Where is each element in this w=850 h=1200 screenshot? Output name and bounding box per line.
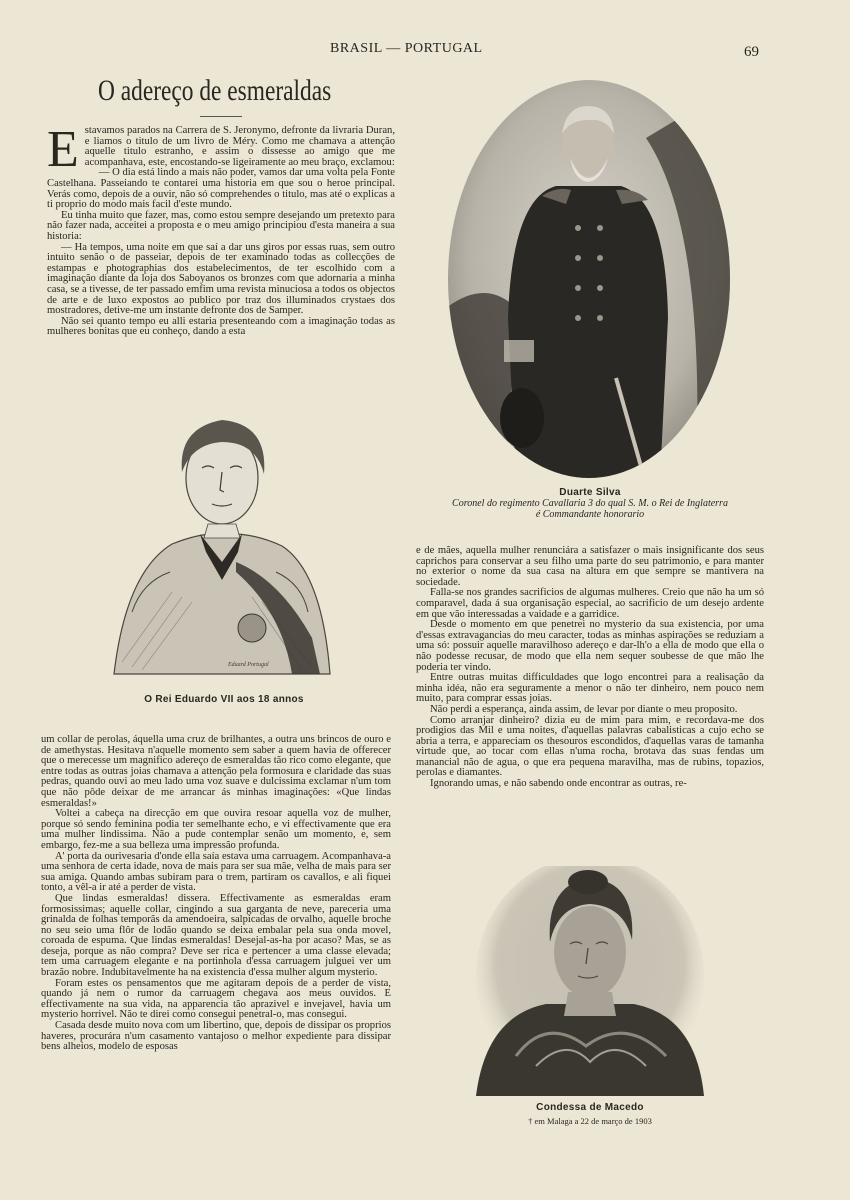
caption-subtitle: é Commandante honorario [535,509,645,520]
paragraph: Ignorando umas, e não sabendo onde encontrar as outras, re- [430,778,687,790]
paragraph: Entre outras muitas difficuldades que logo encontrei para a realisação da minha idéa, não era seguramente a menor o não ter dinheiro, nem pouco nem muito, para comprar essas joias. [416,672,764,705]
first-paragraph-text: stavamos parados na Carrera de S. Jeronymo, defronte da livraria Duran, e liamos o titulo de um livro de Méry. Como me chamava a attenção aquelle titulo estranho, e assim o dissesse ao amigo que me acompanhava, este, encostando-se ligeiramente ao meu braço, exclamou: [84,125,395,168]
paragraph: Voltei a cabeça na direcção em que ouvira resoar aquella voz de mulher, porque só sendo feminina podia ter semelhante echo, e vi effectivamente que era uma mulher lindissima. Não a pude contemplar senão um momento, e, sem embargo, fez-me a sua belleza uma impressão profunda. [41,808,391,851]
column-1-bottom [41,735,391,1053]
portrait-rei-eduardo [112,412,332,676]
column-2 [416,546,764,790]
paragraph: um collar de perolas, áquella uma cruz de brilhantes, a outra uns brincos de ouro e de amethystas. Hesitava n'aquelle momento sem saber a quem havia de offerecer que o merecesse um magnifico adereço de esmeraldas tão rico como elegante, que entre todas as outras joias chamava a attenção pela formosura e claridade das suas pedras, quando ouvi ao meu lado uma voz suave e dulcissima exclamar n'um tom que não pôde deixar de me arrancar ás minhas imaginações: «Que lindas esmeraldas!» [41,734,391,809]
paragraph: — O dia está lindo a mais não poder, vamos dar uma volta pela Fonte Castelhana. Passeiando te contarei uma historia em que sou o heroe principal. Verás como, depois de a ouvir, não só comprehendes o titulo, mas até o explicas a ti proprio do modo mais facil d'este mundo. [47,167,395,211]
caption-subtitle: Coronel do regimento Cavallaria 3 do qual S. M. o Rei de Inglaterra [452,498,728,509]
article-title: O adereço de esmeraldas [98,74,332,107]
caption-name: Condessa de Macedo [536,1102,644,1113]
caption-rei-eduardo [80,694,368,705]
paragraph: Casada desde muito nova com um libertino, que, depois de dissipar os proprios haveres, procurára n'um casamento vantajoso o melhor expediente para dissipar bens alheios, modelo de esposas [41,1020,391,1053]
drop-cap: E [47,121,79,178]
paragraph: — Ha tempos, uma noite em que saí a dar uns giros por essas ruas, sem outro intuito senão o de passeiar, depois de ter examinado todas as collecções de estampas e photographias dos estabelecimentos, de ter escolhido com a imaginação diante da loja dos Saboyanos os bronzes com que adornaria a minha casa, se a tivesse, de ter passado emfim uma revista minuciosa a todos os objectos de arte e de luxo expostos ao publico por traz dos illuminados crystaes dos mostradores, detive-me um instante defronte dos de Samper. [47,241,395,317]
engraver-signature: Eduard Portugal [228,662,269,668]
paragraph: Eu tinha muito que fazer, mas, como estou sempre desejando um pretexto para não fazer nada, acceitei a proposta e o meu amigo principiou d'esta maneira a sua historia: [47,209,395,242]
paragraph: Desde o momento em que penetrei no mysterio da sua existencia, por uma d'essas extravagancias do meu caracter, todas as minhas aspirações se reduziam a uma só: possuir aquelle maravilhoso adereço e dar-lh'o a ella de modo que ella o não podesse recusar, de modo que ella nem sequer soubesse de que mão lhe poderia ter vindo. [416,619,764,673]
caption-condessa-de-macedo [440,1102,740,1127]
paragraph: e de mães, aquella mulher renunciára a satisfazer o mais insignificante dos seus caprichos para conservar a seu filho uma parte do seu patrimonio, e para manter no exterior o nome da sua casa na altura em que sempre se mantivera na sociedade. [416,545,764,588]
caption-name: O Rei Eduardo VII aos 18 annos [144,694,304,705]
paragraph: Que lindas esmeraldas! dissera. Effectivamente as esmeraldas eram formosissimas; aquelle collar, cingindo a sua garganta de neve, pareceria uma grinalda de folhas temporãs da amendoeira, salpicadas de orvalho, aquelle broche no seu seio uma flôr de lodão quando se deixa embalar pela sua onda movel, coroada de espuma. Que lindas esmeraldas! Desejal-as-ha por acaso? Mas, se as deseja, porque as não compra? Deve ser rica e pertencer a uma classe elevada; tem uma carruagem elegante e na portinhola d'essa carruagem julguei ver um brazão nobre. Indubitavelmente ha na existencia d'essa mulher algum mysterio. [41,892,391,979]
paragraph: A' porta da ourivesaria d'onde ella saía estava uma carruagem. Acompanhava-a uma senhora de certa idade, nova de mais para ser sua mãe, velha de mais para ser sua amiga. Quando ambas subiram para o trem, partiram os cavallos, e ali fiquei tonto, a vêl-a ir até a perder de vista. [41,850,391,894]
paragraph [47,121,395,178]
paragraph: Foram estes os pensamentos que me agitaram depois de a perder de vista, quando já nem o rumor da carruagem chegava aos meus ouvidos. E effectivamente na sua vida, na apparencia tão aprazivel e invejavel, havia um mysterio horrivel. Não te direi como consegui penetral-o, mas consegui. [41,977,391,1021]
paragraph: Falla-se nos grandes sacrificios de algumas mulheres. Creio que não ha um só comparavel, dada á sua organisação especial, ao sacrificio de um desejo ardente em que vão interessadas a vaidade e a garridice. [416,587,764,620]
column-1-top [47,121,395,338]
paragraph: Não sei quanto tempo eu alli estaria presenteando com a imaginação todas as mulheres bonitas que eu conheço, dando a esta [47,315,395,338]
caption-subtitle: † em Malaga a 22 de março de 1903 [528,1116,652,1126]
paragraph: Não perdi a esperança, ainda assim, de levar por diante o meu proposito. [430,703,738,715]
caption-duarte-silva [420,487,760,520]
portrait-condessa-de-macedo [476,866,704,1096]
running-title: BRASIL — PORTUGAL [330,41,483,56]
paragraph: Como arranjar dinheiro? dizia eu de mim para mim, e recordava-me dos prodigios das Mil e uma noites, d'aquellas palavras cabalisticas a cujo echo se abria a terra, e appareciam os thesouros escondidos, d'aquellas varas de tamanha virtude que, ao tocar com ellas n'uma rocha, brotava das suas fendas um manancial não de agua, o que era pequena maravilha, mas de rubins, topazios, perolas e diamantes. [416,714,764,779]
page-number: 69 [744,44,759,60]
caption-name: Duarte Silva [559,487,621,498]
title-rule [200,116,242,117]
portrait-duarte-silva [446,78,732,480]
